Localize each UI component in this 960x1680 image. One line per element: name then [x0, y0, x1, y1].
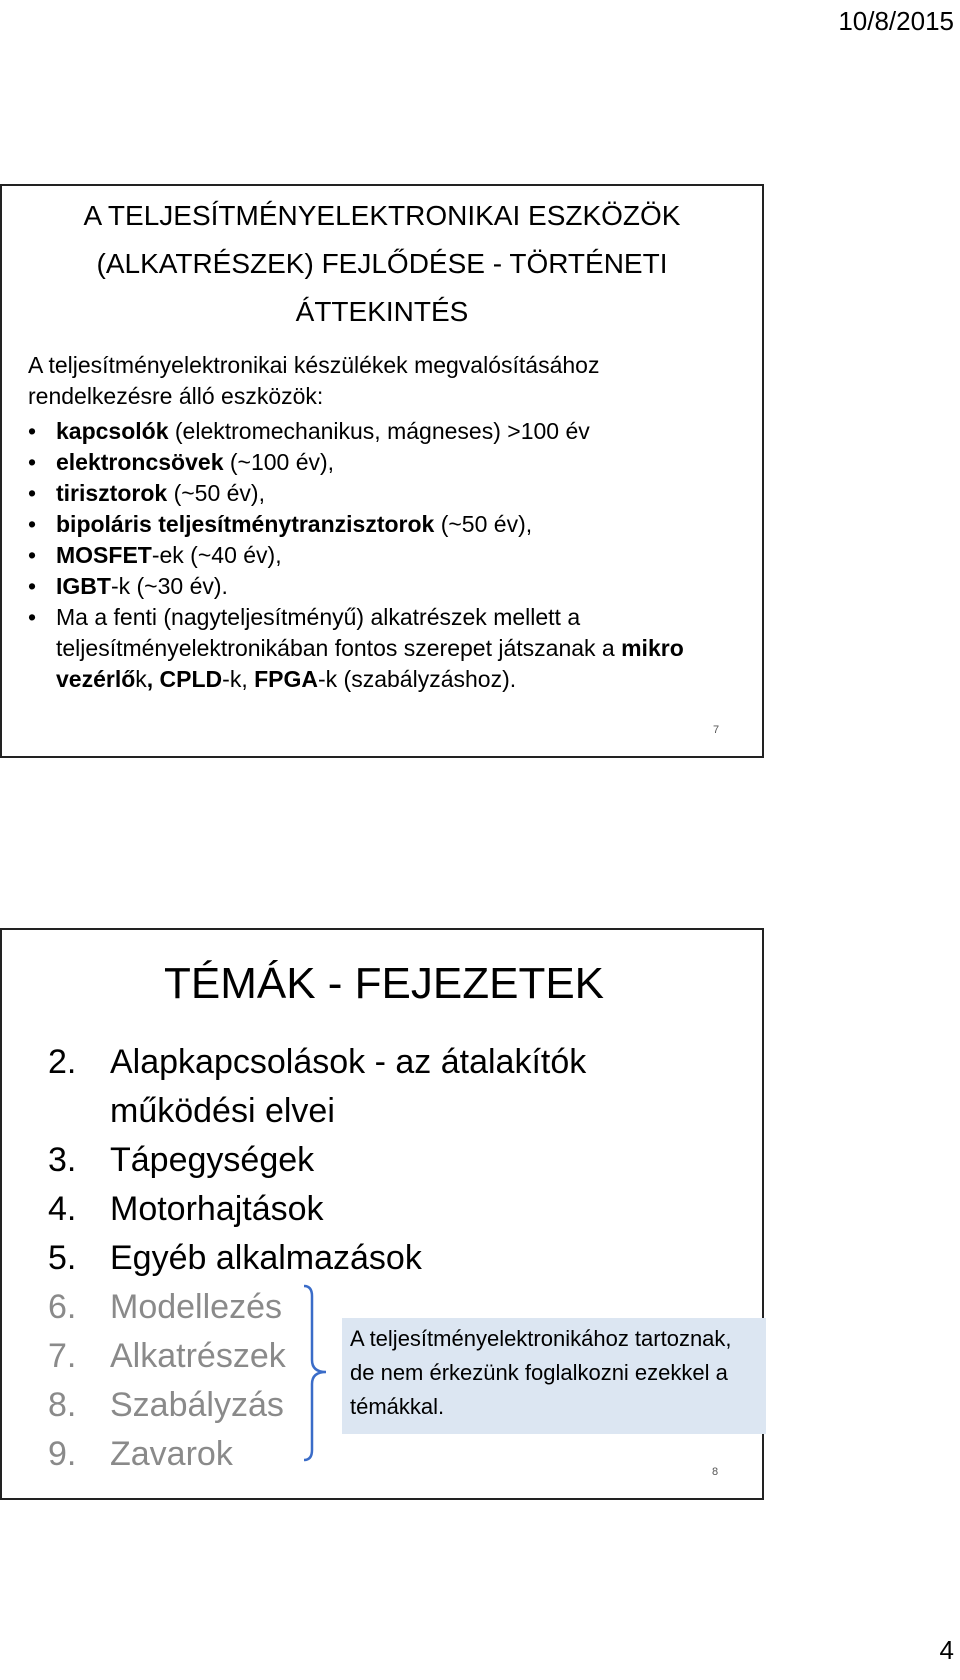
- item-term: FPGA: [254, 666, 318, 692]
- item-term: elektroncsövek: [56, 449, 224, 475]
- item-term: IGBT: [56, 573, 111, 599]
- item-term: , CPLD: [146, 666, 223, 692]
- title-line: A TELJESÍTMÉNYELEKTRONIKAI ESZKÖZÖK: [83, 200, 681, 231]
- item-detail: (~50 év),: [167, 480, 265, 506]
- intro-line: rendelkezésre álló eszközök:: [28, 383, 324, 409]
- page-number: 4: [939, 1635, 954, 1665]
- list-item: [2, 571, 762, 602]
- item-term: kapcsolók: [56, 418, 169, 444]
- title-line: (ALKATRÉSZEK) FEJLŐDÉSE - TÖRTÉNETI: [96, 248, 668, 279]
- list-item: [2, 478, 762, 509]
- item-detail: (~100 év),: [223, 449, 335, 475]
- topic-item: [2, 1234, 602, 1283]
- list-item: [2, 416, 762, 447]
- slide-title: TÉMÁK - FEJEZETEK: [163, 959, 605, 1008]
- slide-topics: [0, 928, 764, 1500]
- topic-number: 4.: [48, 1190, 77, 1228]
- list-item: [2, 447, 762, 478]
- list-item: [2, 509, 762, 540]
- topic-item: [2, 1136, 602, 1185]
- topic-item: [2, 1038, 602, 1136]
- component-list: [2, 416, 762, 695]
- item-term: tirisztorok: [56, 480, 168, 506]
- topic-label: Szabályzás: [110, 1386, 284, 1424]
- curly-brace-icon: [298, 1282, 338, 1464]
- topic-label: Alapkapcsolások - az átalakítók működési elvei: [110, 1043, 587, 1130]
- topic-number: 7.: [48, 1337, 77, 1375]
- slide-history: [0, 184, 764, 758]
- item-detail: (~50 év),: [434, 511, 533, 537]
- list-item: [2, 602, 762, 695]
- topic-number: 8.: [48, 1386, 77, 1424]
- note-box: A teljesítményelektronikához tartoznak, de nem érkezünk foglalkozni ezekkel a témákkal.: [342, 1318, 766, 1434]
- slide-number: 8: [712, 1466, 719, 1478]
- topic-label: Alkatrészek: [110, 1337, 286, 1375]
- slide-number: 7: [713, 724, 720, 736]
- slide-title: [2, 186, 762, 336]
- item-text: -k,: [222, 666, 255, 692]
- intro-line: A teljesítményelektronikai készülékek megvalósításához: [28, 352, 600, 378]
- topic-number: 2.: [48, 1043, 77, 1081]
- topic-number: 6.: [48, 1288, 77, 1326]
- item-term: MOSFET: [56, 542, 152, 568]
- item-detail: -k (~30 év).: [110, 573, 228, 599]
- item-text: Ma a fenti (nagyteljesítményű) alkatrészek mellett a teljesítményelektronikában fontos szerepet játszanak a: [56, 604, 622, 661]
- intro-text: [28, 350, 762, 412]
- item-text: k: [135, 666, 147, 692]
- item-term: bipoláris teljesítménytranzisztorok: [56, 511, 435, 537]
- page-date: 10/8/2015: [838, 6, 954, 36]
- title-line: ÁTTEKINTÉS: [295, 296, 469, 327]
- topic-label: Tápegységek: [110, 1141, 315, 1179]
- item-detail: -ek (~40 év),: [151, 542, 282, 568]
- topic-label: Zavarok: [110, 1435, 233, 1473]
- topic-label: Egyéb alkalmazások: [110, 1239, 422, 1277]
- topic-item: [2, 1185, 602, 1234]
- topic-number: 3.: [48, 1141, 77, 1179]
- topic-label: Motorhajtások: [110, 1190, 324, 1228]
- item-detail: (elektromechanikus, mágneses) >100 év: [168, 418, 590, 444]
- topic-number: 5.: [48, 1239, 77, 1277]
- list-item: [2, 540, 762, 571]
- item-text: -k (szabályzáshoz).: [318, 666, 517, 692]
- topic-number: 9.: [48, 1435, 77, 1473]
- item-term: mikro vezérlő: [56, 635, 684, 692]
- topic-label: Modellezés: [110, 1288, 282, 1326]
